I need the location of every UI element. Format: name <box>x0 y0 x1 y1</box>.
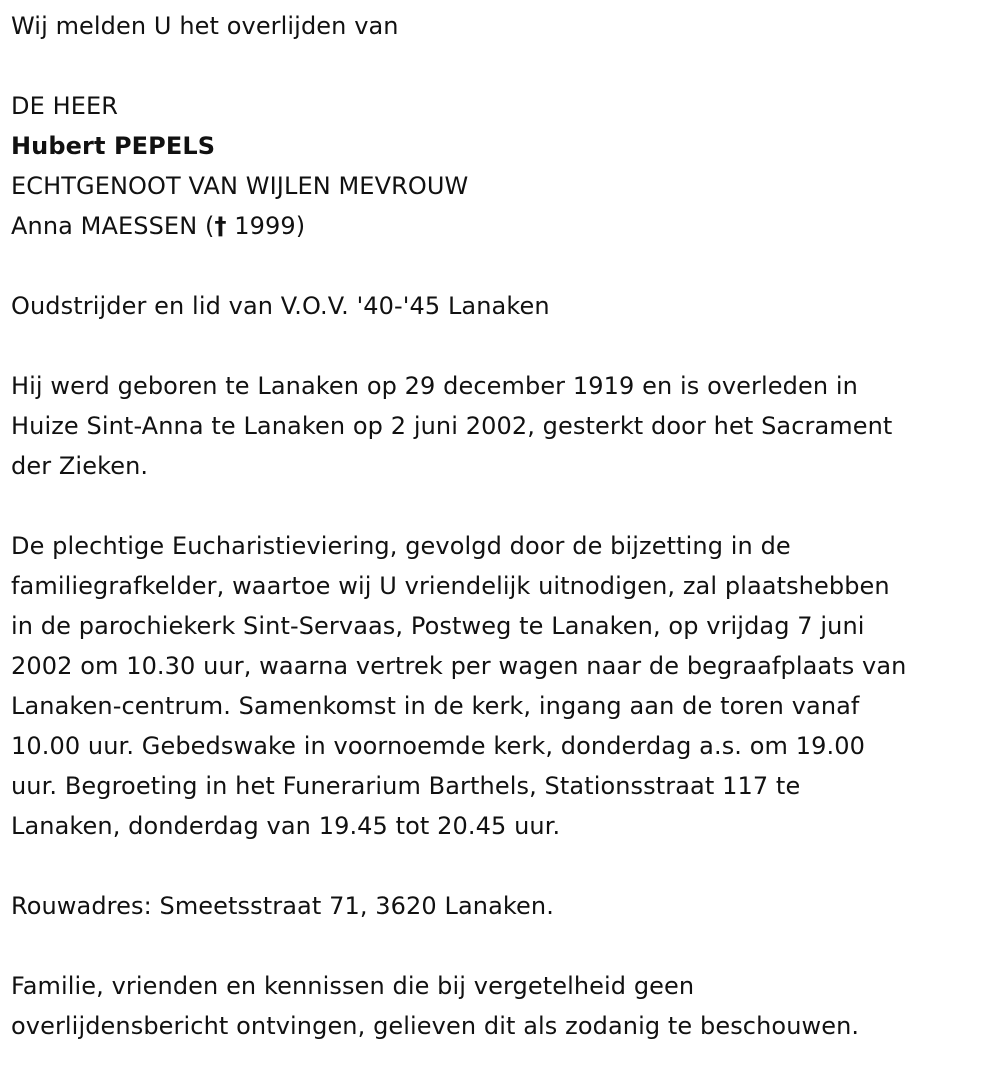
ceremony-line: 10.00 uur. Gebedswake in voornoemde kerk, donderdag a.s. om 19.00 <box>11 732 865 760</box>
spacer <box>11 846 996 886</box>
ceremony-line: Lanaken-centrum. Samenkomst in de kerk, ingang aan de toren vanaf <box>11 692 860 720</box>
veteran-text: Oudstrijder en lid van V.O.V. '40-'45 Lanaken <box>11 292 550 320</box>
spacer <box>11 246 996 286</box>
ceremony-line: Lanaken, donderdag van 19.45 tot 20.45 uur. <box>11 812 561 840</box>
ceremony-line: uur. Begroeting in het Funerarium Barthels, Stationsstraat 117 te <box>11 772 801 800</box>
spacer <box>11 486 996 526</box>
spacer <box>11 46 996 86</box>
mourning-address: Rouwadres: Smeetsstraat 71, 3620 Lanaken. <box>11 892 554 920</box>
birth-death-line: der Zieken. <box>11 452 149 480</box>
deceased-name: Hubert PEPELS <box>11 132 216 160</box>
cross-icon: † <box>214 212 227 240</box>
spouse-death-year: 1999) <box>226 212 306 240</box>
obituary-notice <box>11 6 996 1046</box>
ceremony-line: in de parochiekerk Sint-Servaas, Postweg te Lanaken, op vrijdag 7 juni <box>11 612 865 640</box>
spouse-line <box>11 206 996 246</box>
intro-text: Wij melden U het overlijden van <box>11 12 399 40</box>
spacer <box>11 326 996 366</box>
salutation: DE HEER <box>11 92 119 120</box>
closing-line: overlijdensbericht ontvingen, gelieven dit als zodanig te beschouwen. <box>11 1012 860 1040</box>
ceremony-line: familiegrafkelder, waartoe wij U vriendelijk uitnodigen, zal plaatshebben <box>11 572 890 600</box>
ceremony-line: De plechtige Eucharistieviering, gevolgd door de bijzetting in de <box>11 532 791 560</box>
spouse-name: Anna MAESSEN ( <box>11 212 215 240</box>
relation-text: ECHTGENOOT VAN WIJLEN MEVROUW <box>11 172 469 200</box>
spacer <box>11 926 996 966</box>
birth-death-line: Huize Sint-Anna te Lanaken op 2 juni 2002, gesterkt door het Sacrament <box>11 412 893 440</box>
ceremony-line: 2002 om 10.30 uur, waarna vertrek per wagen naar de begraafplaats van <box>11 652 907 680</box>
birth-death-line: Hij werd geboren te Lanaken op 29 december 1919 en is overleden in <box>11 372 858 400</box>
closing-line: Familie, vrienden en kennissen die bij vergetelheid geen <box>11 972 695 1000</box>
